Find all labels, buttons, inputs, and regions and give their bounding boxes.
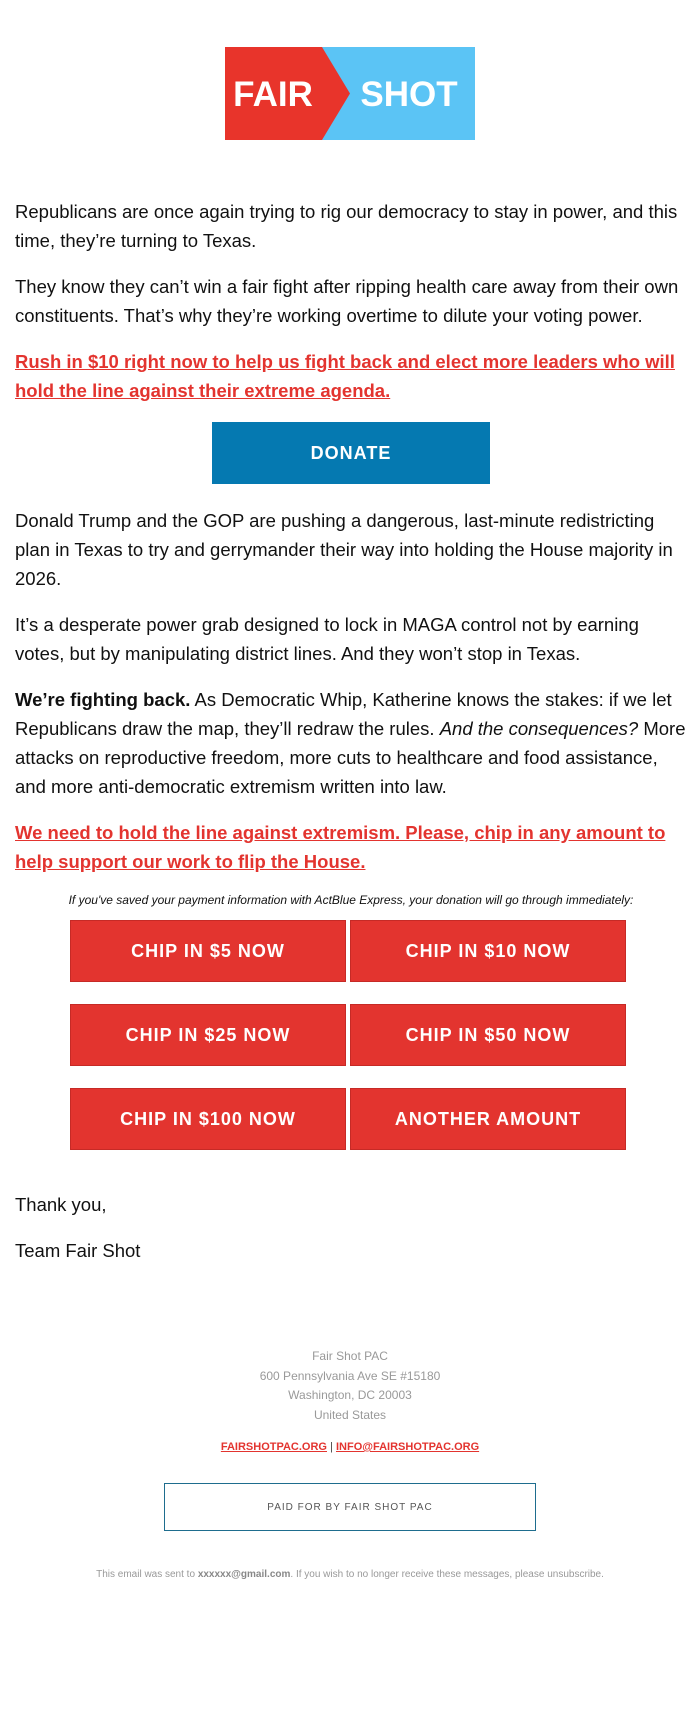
unsub-text-a: This email was sent to [96,1569,198,1580]
recipient-email: xxxxxx@gmail.com [197,1569,291,1580]
footer-address [0,1347,700,1425]
paragraph-redistricting: Donald Trump and the GOP are pushing a dangerous, last-minute redistricting plan in Texas to try and gerrymander their way into holding the House majority in 2026. [15,510,673,589]
cta-hold-the-line [15,818,687,876]
footer-org: Fair Shot PAC [312,1349,388,1363]
donate-button[interactable]: DONATE [212,422,490,484]
actblue-express-note: If you've saved your payment information with ActBlue Express, your donation will go through immediately: [68,893,634,907]
cta-rush-10 [15,347,687,405]
unsubscribe-line [0,1569,700,1580]
cta-hold-the-line-link[interactable]: We need to hold the line against extremism. Please, chip in any amount to help support our work to flip the House. [15,822,666,872]
chip-in-25-button[interactable]: CHIP IN $25 NOW [70,1004,346,1066]
fair-shot-logo [225,47,475,140]
chip-in-grid [70,920,632,1150]
footer-website-link[interactable]: FAIRSHOTPAC.ORG [220,1441,327,1453]
footer-link-separator: | [330,1441,333,1453]
footer-links [0,1441,700,1453]
signoff-team: Team Fair Shot [15,1240,141,1261]
paid-for-row [0,1483,700,1531]
signoff-thanks: Thank you, [15,1194,107,1215]
footer-country: United States [313,1407,387,1422]
chip-in-5-button[interactable]: CHIP IN $5 NOW [70,920,346,982]
chip-in-100-button[interactable]: CHIP IN $100 NOW [70,1088,346,1150]
logo-right-text: SHOT [360,75,458,114]
paragraph-fighting-back [15,685,687,801]
paragraph-intro: Republicans are once again trying to rig our democracy to stay in power, and this time, they’re turning to Texas. [15,201,678,251]
fighting-back-bold: We’re fighting back. [15,689,191,710]
logo-left-text: FAIR [233,75,313,114]
footer-email-link[interactable]: INFO@FAIRSHOTPAC.ORG [335,1441,480,1453]
chip-in-50-button[interactable]: CHIP IN $50 NOW [350,1004,626,1066]
logo-container [0,47,700,140]
consequences-italic: And the consequences? [439,718,639,739]
footer [0,1347,700,1580]
paid-for-box: PAID FOR BY FAIR SHOT PAC [164,1483,536,1531]
paragraph-constituents: They know they can’t win a fair fight after ripping health care away from their own constituents. That’s why they’re working overtime to dilute your voting power. [15,276,679,326]
unsub-text-b[interactable]: . If you wish to no longer receive these messages, please unsubscribe. [290,1569,604,1580]
fighting-back-text-b: More attacks on reproductive freedom, more cuts to healthcare and food assistance, and more anti-democratic extremism written into law. [15,718,686,797]
another-amount-button[interactable]: ANOTHER AMOUNT [350,1088,626,1150]
footer-street: 600 Pennsylvania Ave SE #15180 [259,1368,441,1383]
fighting-back-text-a: As Democratic Whip, Katherine knows the stakes: if we let Republicans draw the map, they’ll redraw the rules. [15,689,672,739]
signoff [15,1190,687,1265]
email-body [15,197,687,1282]
paragraph-power-grab: It’s a desperate power grab designed to lock in MAGA control not by earning votes, but by manipulating district lines. And they won’t stop in Texas. [15,614,639,664]
footer-city: Washington, DC 20003 [288,1388,412,1402]
chip-in-10-button[interactable]: CHIP IN $10 NOW [350,920,626,982]
donate-row [15,422,687,484]
cta-rush-10-link[interactable]: Rush in $10 right now to help us fight back and elect more leaders who will hold the line against their extreme agenda. [15,351,675,401]
